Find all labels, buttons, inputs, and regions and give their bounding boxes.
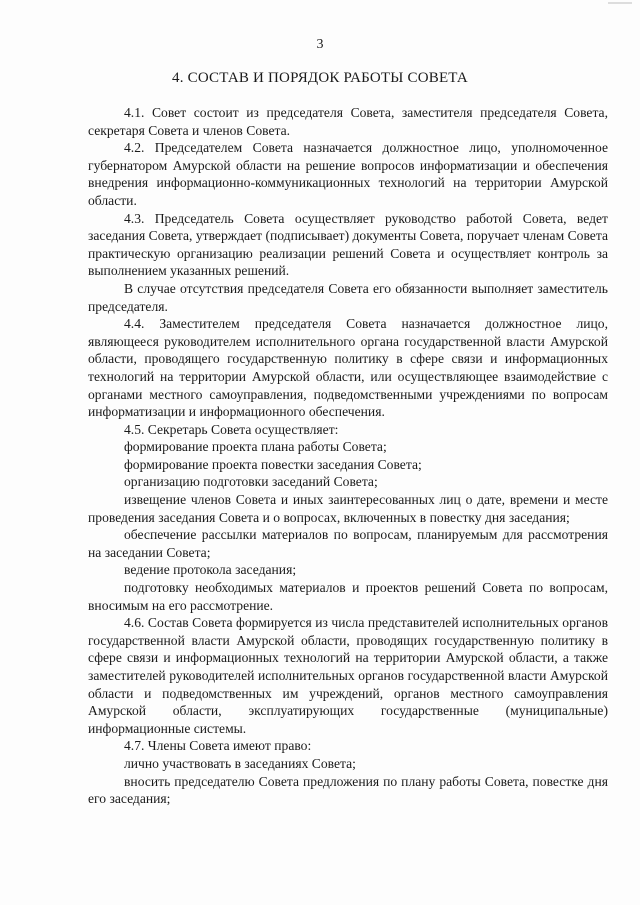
paragraph: 4.5. Секретарь Совета осуществляет: [124,421,339,437]
paragraph: 4.2. Председателем Совета назначается должностное лицо, уполномоченное губернатором Амурской области на решение вопросов информатизации и обеспечения внедрения информационно-коммуникационных технологий на территории Амурской области. [88,140,608,208]
list-item: ведение протокола заседания; [124,562,297,578]
list-item: подготовку необходимых материалов и проектов решений Совета по вопросам, вносимым на его рассмотрение. [88,580,608,613]
paragraph: 4.4. Заместителем председателя Совета назначается должностное лицо, являющееся руководителем исполнительного органа государственной власти Амурской области, проводящего государственную политику в сфере связи и информационных технологий на территории Амурской области, или осуществляющее взаимодействие с органами местного самоуправления, подведомственными учреждениями по вопросам информатизации и информационного обеспечения. [88,316,608,420]
list-item: извещение членов Совета и иных заинтересованных лиц о дате, времени и месте проведения заседания Совета и о вопросах, включенных в повестку дня заседания; [88,492,608,525]
document-body [88,104,608,808]
page-number: 3 [316,37,324,52]
list-item: лично участвовать в заседаниях Совета; [124,755,356,771]
list-item: формирование проекта плана работы Совета; [124,439,387,455]
paragraph: 4.6. Состав Совета формируется из числа представителей исполнительных органов государственной власти Амурской области, проводящих государственную политику в сфере связи и информационных технологий на территории Амурской области, а также заместителей руководителей исполнительных органов государственной власти Амурской области и подведомственных им учреждений, органов местного самоуправления Амурской области, эксплуатирующих государственные (муниципальные) информационные системы. [88,615,608,736]
paragraph: 4.3. Председатель Совета осуществляет руководство работой Совета, ведет заседания Совета, утверждает (подписывает) документы Совета, поручает членам Совета практическую организацию реализации решений Совета и осуществляет контроль за выполнением указанных решений. [88,210,608,279]
scan-mark [608,2,632,4]
list-item: вносить председателю Совета предложения по плану работы Совета, повестке дня его заседания; [88,773,608,807]
paragraph: 4.7. Члены Совета имеют право: [124,738,312,754]
paragraph: 4.1. Совет состоит из председателя Совета, заместителя председателя Совета, секретаря Совета и членов Совета. [88,105,608,138]
paragraph: В случае отсутствия председателя Совета его обязанности выполняет заместитель председателя. [88,280,608,314]
list-item: организацию подготовки заседаний Совета; [124,474,378,490]
list-item: обеспечение рассылки материалов по вопросам, планируемым для рассмотрения на заседании Совета; [88,527,608,560]
section-heading: 4. СОСТАВ И ПОРЯДОК РАБОТЫ СОВЕТА [172,70,468,86]
list-item: формирование проекта повестки заседания Совета; [124,456,422,472]
